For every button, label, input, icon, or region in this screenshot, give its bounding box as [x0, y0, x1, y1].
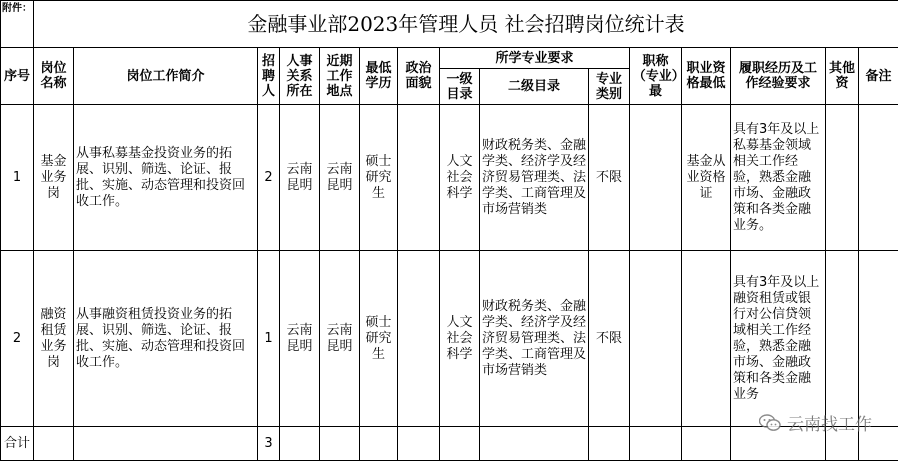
header-hr: 人事关系所在 [280, 48, 320, 105]
header-edu: 最低学历 [360, 48, 398, 105]
header-note: 备注 [859, 48, 898, 105]
annex-label: 附件： [1, 1, 34, 48]
row-major1: 人文社会科学 [440, 251, 480, 427]
row-edu: 硕士研究生 [360, 251, 398, 427]
header-qual: 职业资格最低 [682, 48, 731, 105]
header-major-group: 所学专业要求 [440, 48, 630, 69]
row-work: 云南昆明 [320, 251, 360, 427]
row-note [859, 251, 898, 427]
row-hr: 云南昆明 [280, 105, 320, 251]
row-major2: 财政税务类、金融学类、经济学及经济贸易管理类、法学类、工商管理及市场营销类 [480, 251, 589, 427]
row-work: 云南昆明 [320, 105, 360, 251]
row-desc: 从事私募基金投资业务的拓展、识别、筛选、论证、报批、实施、动态管理和投资回收工作。 [74, 105, 258, 251]
row-major-type: 不限 [589, 251, 630, 427]
page-title: 金融事业部2023年管理人员 社会招聘岗位统计表 [34, 1, 898, 48]
row-major2: 财政税务类、金融学类、经济学及经济贸易管理类、法学类、工商管理及市场营销类 [480, 105, 589, 251]
row-seq: 1 [1, 105, 34, 251]
header-count: 招聘人 [258, 48, 280, 105]
row-title-req [630, 105, 682, 251]
row-major-type: 不限 [589, 105, 630, 251]
table-row [1, 105, 898, 251]
header-desc: 岗位工作简介 [74, 48, 258, 105]
watermark-text: 云南找工作 [787, 415, 872, 435]
wechat-icon [759, 414, 781, 432]
header-major1: 一级目录 [440, 69, 480, 105]
header-exp: 履职经历及工作经验要求 [731, 48, 826, 105]
total-label: 合计 [1, 427, 34, 461]
header-work: 近期工作地点 [320, 48, 360, 105]
header-major-type: 专业类别 [589, 69, 630, 105]
row-title-req [630, 251, 682, 427]
row-major1: 人文社会科学 [440, 105, 480, 251]
row-political [398, 105, 440, 251]
row-other [826, 105, 859, 251]
row-qual: 基金从业资格证 [682, 105, 731, 251]
header-name: 岗位名称 [34, 48, 74, 105]
header-political: 政治面貌 [398, 48, 440, 105]
row-count: 1 [258, 251, 280, 427]
row-hr: 云南昆明 [280, 251, 320, 427]
row-political [398, 251, 440, 427]
row-qual [682, 251, 731, 427]
row-edu: 硕士研究生 [360, 105, 398, 251]
row-count: 2 [258, 105, 280, 251]
row-name: 融资租赁业务岗 [34, 251, 74, 427]
row-other [826, 251, 859, 427]
header-title-req: 职称（专业）最 [630, 48, 682, 105]
table-row [1, 251, 898, 427]
watermark [759, 410, 872, 435]
header-other: 其他资 [826, 48, 859, 105]
row-exp: 具有3年及以上融资租赁或银行对公信贷领域相关工作经验，熟悉金融市场、金融政策和各类金融业务 [731, 251, 826, 427]
row-desc: 从事融资租赁投资业务的拓展、识别、筛选、论证、报批、实施、动态管理和投资回收工作。 [74, 251, 258, 427]
header-major2: 二级目录 [480, 69, 589, 105]
total-count: 3 [258, 427, 280, 461]
row-seq: 2 [1, 251, 34, 427]
row-exp: 具有3年及以上私募基金领域相关工作经验，熟悉金融市场、金融政策和各类金融业务。 [731, 105, 826, 251]
header-seq: 序号 [1, 48, 34, 105]
row-note [859, 105, 898, 251]
row-name: 基金业务岗 [34, 105, 74, 251]
